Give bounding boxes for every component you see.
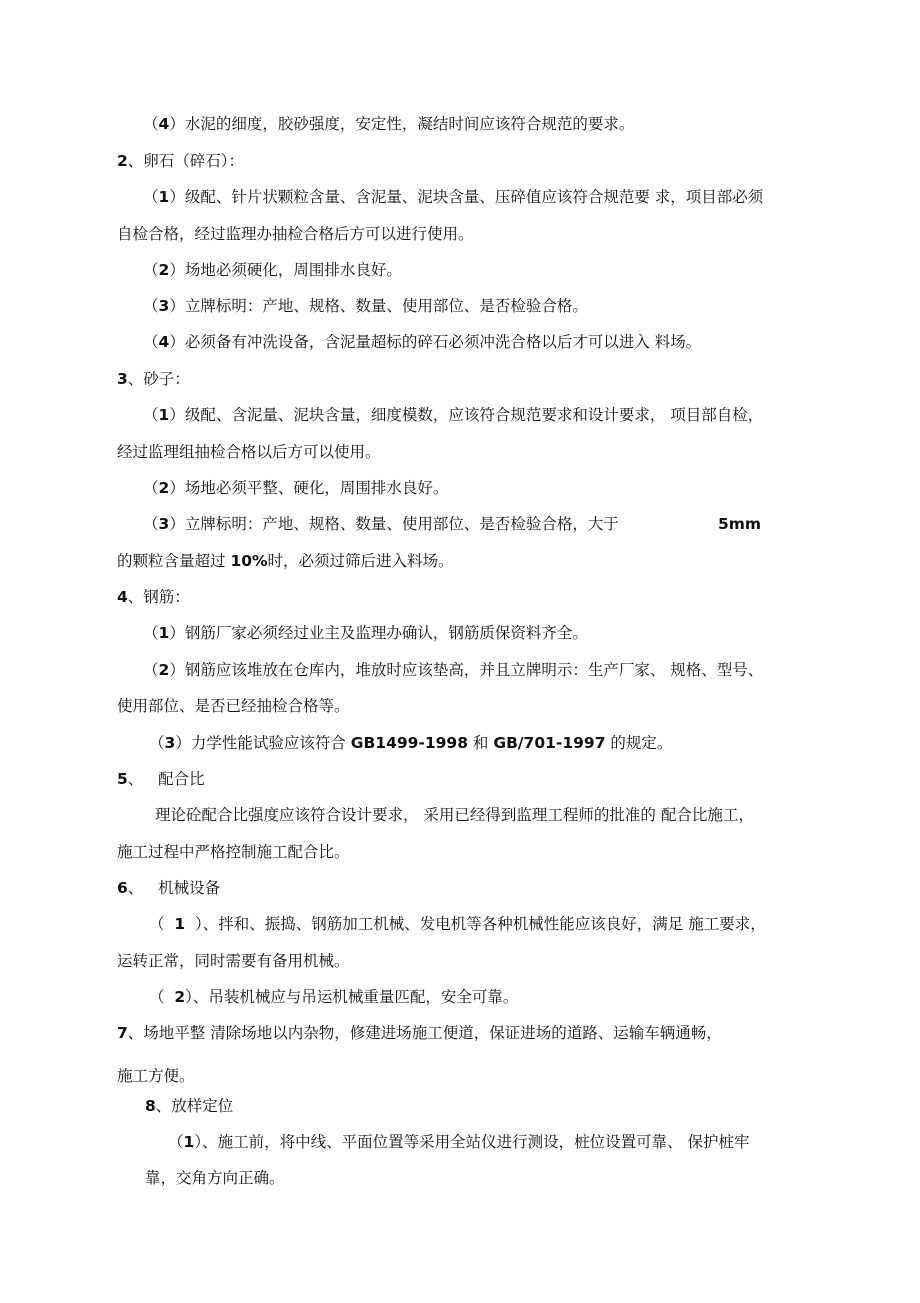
text-line: 自检合格，经过监理办抽检合格后方可以进行使用。	[117, 225, 474, 243]
text-line: （2）场地必须平整、硬化，周围排水良好。	[143, 479, 449, 497]
section-heading: 4、钢筋：	[117, 588, 190, 606]
text-line: 施工方便。	[117, 1067, 195, 1085]
text-line: （2）场地必须硬化，周围排水良好。	[143, 261, 402, 279]
section-heading: 2、卵石（碎石）：	[117, 152, 245, 170]
text-line: （1）级配、含泥量、泥块含量，细度模数，应该符合规范要求和设计要求， 项目部自检，	[143, 406, 764, 424]
text-line: （1）、施工前，将中线、平面位置等采用全站仪进行测设，桩位设置可靠、 保护桩牢	[168, 1133, 750, 1151]
text-line-tail: 5mm	[718, 515, 762, 533]
text-line: （3）立牌标明：产地、规格、数量、使用部位、是否检验合格。	[143, 297, 588, 315]
section-heading: 7、场地平整 清除场地以内杂物，修建进场施工便道，保证进场的道路、运输车辆通畅，	[117, 1024, 722, 1042]
text-line: （1）级配、针片状颗粒含量、含泥量、泥块含量、压碎值应该符合规范要 求，项目部必须	[143, 188, 764, 206]
text-line: （3）力学性能试验应该符合 GB1499-1998 和 GB/701-1997 的规定。	[149, 734, 673, 752]
text-line: 的颗粒含量超过 10%时，必须过筛后进入料场。	[117, 552, 454, 570]
text-line: 理论砼配合比强度应该符合设计要求， 采用已经得到监理工程师的批准的 配合比施工，	[155, 806, 754, 824]
text-line: （3）立牌标明：产地、规格、数量、使用部位、是否检验合格，大于	[143, 515, 619, 533]
text-line: （4）水泥的细度，胶砂强度，安定性，凝结时间应该符合规范的要求。	[143, 115, 635, 133]
section-heading: 6、 机械设备	[117, 879, 221, 897]
text-line: （4）必须备有冲洗设备，含泥量超标的碎石必须冲洗合格以后才可以进入 料场。	[143, 333, 702, 351]
text-line: 运转正常，同时需要有备用机械。	[117, 952, 350, 970]
text-line: （1）钢筋厂家必须经过业主及监理办确认，钢筋质保资料齐全。	[143, 624, 588, 642]
text-line: 靠，交角方向正确。	[145, 1169, 285, 1187]
text-line: 施工过程中严格控制施工配合比。	[117, 843, 350, 861]
text-line: （ 1 ）、拌和、振捣、钢筋加工机械、发电机等各种机械性能应该良好，满足 施工要求，	[149, 915, 766, 933]
section-heading: 5、 配合比	[117, 770, 205, 788]
text-line: 使用部位、是否已经抽检合格等。	[117, 697, 350, 715]
section-heading: 8、放样定位	[145, 1097, 234, 1115]
text-line: （2）钢筋应该堆放在仓库内，堆放时应该垫高，并且立牌明示：生产厂家、 规格、型号、	[143, 661, 764, 679]
text-line: 经过监理组抽检合格以后方可以使用。	[117, 443, 381, 461]
section-heading: 3、砂子：	[117, 370, 190, 388]
text-line: （ 2）、吊装机械应与吊运机械重量匹配，安全可靠。	[149, 988, 519, 1006]
